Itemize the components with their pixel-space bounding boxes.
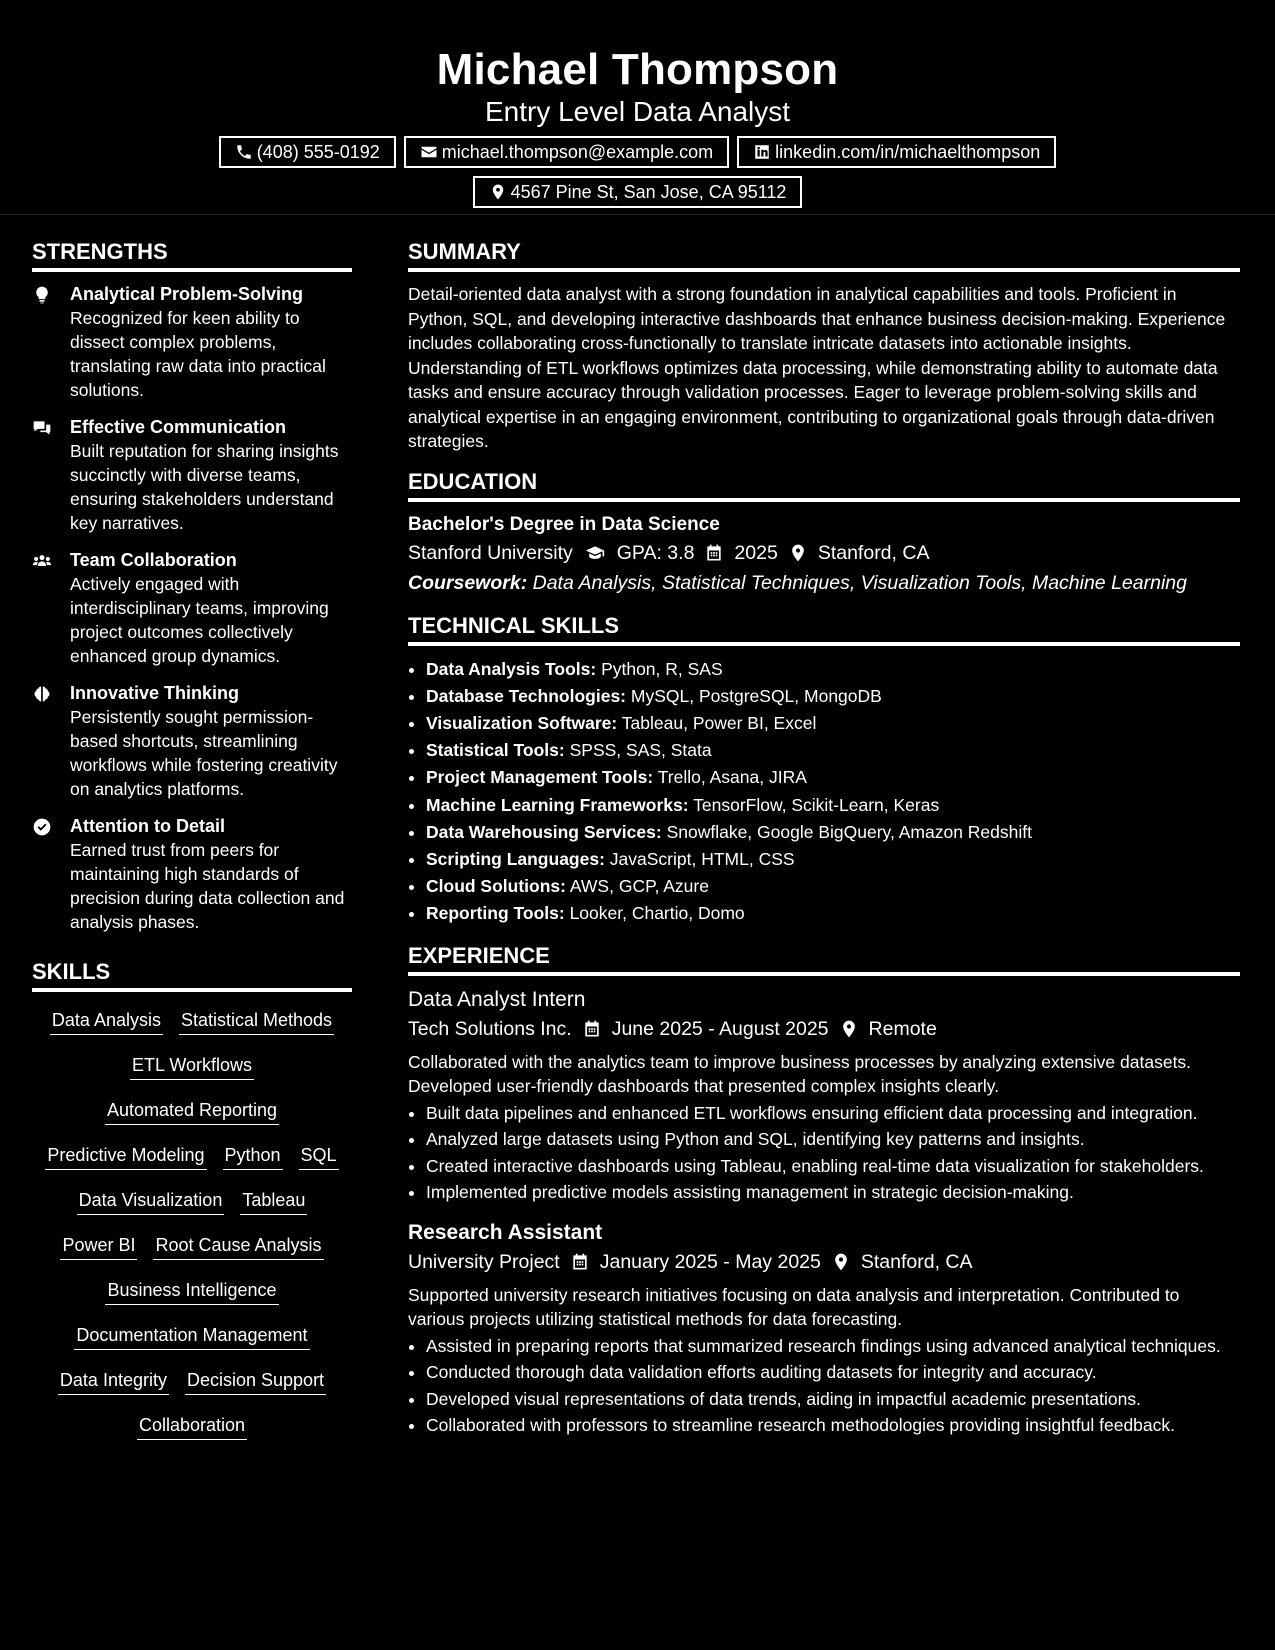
technical-skill-item: [426, 873, 1240, 900]
coursework-list: Data Analysis, Statistical Techniques, Visualization Tools, Machine Learning: [532, 571, 1187, 594]
left-column: [32, 238, 352, 1452]
strength-item: [32, 681, 352, 801]
envelope-icon: [420, 143, 438, 161]
address-text: 4567 Pine St, San Jose, CA 95112: [510, 182, 787, 202]
technical-skill-label: Reporting Tools:: [426, 903, 565, 924]
address-row: [0, 176, 1275, 208]
skill-row: [32, 1092, 352, 1137]
contact-row: [0, 136, 1275, 168]
technical-skill-value: MySQL, PostgreSQL, MongoDB: [630, 685, 882, 706]
job-location: Remote: [868, 1017, 937, 1040]
phone-text: (408) 555-0192: [256, 142, 380, 162]
education-location: Stanford, CA: [817, 541, 930, 564]
strength-body: [70, 814, 352, 934]
lightbulb-icon: [32, 285, 52, 305]
strength-item: [32, 282, 352, 402]
job-bullet: • Analyzed large datasets using Python and SQL, identifying key patterns and insights.: [426, 1127, 1240, 1152]
strength-icon-wrap: [32, 282, 70, 402]
strength-body: [70, 548, 352, 668]
skill-tag: Data Integrity: [58, 1368, 169, 1395]
coursework-label: Coursework:: [408, 571, 528, 594]
job-bullets: [408, 1334, 1240, 1438]
skill-tag: Documentation Management: [74, 1323, 309, 1350]
skill-tag: Automated Reporting: [105, 1098, 279, 1125]
comments-icon: [32, 418, 52, 438]
skills-heading: SKILLS: [32, 958, 352, 992]
strength-desc: Built reputation for sharing insights succinctly with diverse teams, ensuring stakeholders understand key narratives.: [70, 441, 339, 533]
strength-body: [70, 415, 352, 535]
candidate-title: Entry Level Data Analyst: [484, 96, 791, 127]
strength-body: [70, 282, 352, 402]
technical-skill-label: Project Management Tools:: [426, 767, 654, 788]
job-dates: January 2025 - May 2025: [599, 1250, 821, 1273]
technical-skill-label: Data Analysis Tools:: [426, 658, 597, 679]
users-icon: [32, 551, 52, 571]
technical-skill-item: [426, 846, 1240, 873]
map-pin-icon: [489, 183, 507, 201]
calendar-icon: [582, 1019, 602, 1039]
strength-icon-wrap: [32, 814, 70, 934]
strength-body: [70, 681, 352, 801]
coursework: [408, 568, 1240, 598]
email-chip[interactable]: [404, 136, 729, 168]
check-circle-icon: [32, 817, 52, 837]
skill-row: [32, 1227, 352, 1272]
strength-icon-wrap: [32, 415, 70, 535]
strength-title: Analytical Problem-Solving: [70, 284, 304, 304]
summary-heading: SUMMARY: [408, 238, 1240, 272]
technical-skill-item: [426, 900, 1240, 927]
education-meta: [408, 538, 1240, 568]
job-description: Collaborated with the analytics team to improve business processes by analyzing extensive datasets. Developed user-friendly dashboards that presented complex insights clearly.: [408, 1051, 1192, 1097]
job-meta: [408, 1247, 1240, 1277]
technical-skill-label: Scripting Languages:: [426, 848, 605, 869]
skill-tag: ETL Workflows: [130, 1053, 254, 1080]
strength-title: Team Collaboration: [70, 550, 237, 570]
technical-skill-label: Machine Learning Frameworks:: [426, 794, 689, 815]
summary-text: Detail-oriented data analyst with a strong foundation in analytical capabilities and tools. Proficient in Python, SQL, and developing interactive dashboards that enhance business decision-making. Experience includes collaborating cross-functionally to translate intricate datasets into actionable insights. Understanding of ETL workflows optimizes data processing, while demonstrating ability to automate data tasks and ensure accuracy through validation processes. Eager to leverage problem-solving skills and analytical expertise in an engaging environment, contributing to organizational goals through data-driven strategies.: [408, 284, 1226, 451]
job-location: Stanford, CA: [860, 1250, 973, 1273]
technical-skill-value: Snowflake, Google BigQuery, Amazon Redshift: [666, 821, 1032, 842]
strength-desc: Earned trust from peers for maintaining high standards of precision during data collection and analysis phases.: [70, 840, 345, 932]
technical-skill-value: Python, R, SAS: [601, 658, 723, 679]
technical-skill-value: Looker, Chartio, Domo: [569, 903, 745, 924]
calendar-icon: [570, 1252, 590, 1272]
technical-skill-label: Visualization Software:: [426, 712, 618, 733]
degree-title: Bachelor's Degree in Data Science: [408, 513, 720, 535]
skill-row: [32, 1182, 352, 1227]
technical-skill-value: Tableau, Power BI, Excel: [621, 712, 817, 733]
strength-title: Attention to Detail: [70, 816, 225, 836]
linkedin-chip[interactable]: [737, 136, 1056, 168]
technical-skill-label: Data Warehousing Services:: [426, 821, 662, 842]
strength-title: Innovative Thinking: [70, 683, 240, 703]
skill-tag: Predictive Modeling: [45, 1143, 206, 1170]
skill-row: [32, 1407, 352, 1452]
job-bullet: • Built data pipelines and enhanced ETL workflows ensuring efficient data processing and integration.: [426, 1101, 1240, 1126]
technical-skills-heading: TECHNICAL SKILLS: [408, 612, 1240, 646]
map-pin-icon: [831, 1252, 851, 1272]
strengths-list: [32, 282, 352, 934]
candidate-name: Michael Thompson: [436, 45, 839, 94]
skill-row: [32, 1272, 352, 1317]
skills-section: [32, 958, 352, 1452]
job-bullets: [408, 1101, 1240, 1205]
linkedin-icon: [753, 143, 771, 161]
skill-row: [32, 1137, 352, 1182]
technical-skill-item: [426, 656, 1240, 683]
skill-tag: Data Analysis: [50, 1008, 163, 1035]
strength-icon-wrap: [32, 681, 70, 801]
technical-skill-value: JavaScript, HTML, CSS: [609, 848, 795, 869]
skill-row: [32, 1002, 352, 1047]
technical-skill-label: Database Technologies:: [426, 685, 627, 706]
strengths-heading: STRENGTHS: [32, 238, 352, 272]
skill-tag: Decision Support: [185, 1368, 326, 1395]
skill-tag: Collaboration: [137, 1413, 247, 1440]
address-chip: [473, 176, 803, 208]
skills-list: [32, 1002, 352, 1452]
skill-tag: Statistical Methods: [179, 1008, 334, 1035]
gpa-text: GPA: 3.8: [616, 541, 695, 564]
strength-item: [32, 415, 352, 535]
job-bullet: • Conducted thorough data validation efforts auditing datasets for integrity and accuracy.: [426, 1360, 1240, 1385]
experience-list: [408, 986, 1240, 1438]
linkedin-text: linkedin.com/in/michaelthompson: [775, 142, 1041, 162]
experience-heading: EXPERIENCE: [408, 942, 1240, 976]
skill-tag: Business Intelligence: [105, 1278, 278, 1305]
technical-skill-label: Statistical Tools:: [426, 740, 565, 761]
email-text: michael.thompson@example.com: [441, 142, 714, 162]
brain-icon: [32, 684, 52, 704]
technical-skill-item: [426, 737, 1240, 764]
technical-skills-list: [408, 656, 1240, 928]
technical-skill-item: [426, 792, 1240, 819]
technical-skill-value: Trello, Asana, JIRA: [657, 767, 807, 788]
technical-skill-value: AWS, GCP, Azure: [569, 876, 709, 897]
job-dates: June 2025 - August 2025: [611, 1017, 829, 1040]
skill-tag: Data Visualization: [77, 1188, 225, 1215]
technical-skill-value: TensorFlow, Scikit-Learn, Keras: [693, 794, 940, 815]
strength-desc: Recognized for keen ability to dissect complex problems, translating raw data into practical solutions.: [70, 308, 326, 400]
map-pin-icon: [839, 1019, 859, 1039]
job-description: Supported university research initiatives focusing on data analysis and interpretation. Contributed to various projects utilizing statistical methods for data forecasting.: [408, 1284, 1180, 1330]
strength-icon-wrap: [32, 548, 70, 668]
education-heading: EDUCATION: [408, 468, 1240, 502]
strength-desc: Actively engaged with interdisciplinary teams, improving project outcomes collectively enhanced group dynamics.: [70, 574, 329, 666]
technical-skill-value: SPSS, SAS, Stata: [569, 740, 712, 761]
calendar-icon: [704, 543, 724, 563]
technical-skill-label: Cloud Solutions:: [426, 876, 566, 897]
job-company: University Project: [408, 1250, 560, 1273]
graduation-cap-icon: [583, 543, 607, 563]
school-name: Stanford University: [408, 541, 573, 564]
technical-skill-item: [426, 819, 1240, 846]
strength-item: [32, 548, 352, 668]
technical-skill-item: [426, 683, 1240, 710]
phone-chip: [219, 136, 396, 168]
job-title: Research Assistant: [408, 1220, 603, 1244]
technical-skill-item: [426, 710, 1240, 737]
job-entry: [408, 986, 1240, 1205]
skill-row: [32, 1047, 352, 1092]
skill-tag: Root Cause Analysis: [153, 1233, 323, 1260]
job-meta: [408, 1014, 1240, 1044]
job-bullet: • Developed visual representations of data trends, aiding in impactful academic presentations.: [426, 1387, 1240, 1412]
skill-row: [32, 1317, 352, 1362]
job-company: Tech Solutions Inc.: [408, 1017, 572, 1040]
skill-tag: Tableau: [240, 1188, 307, 1215]
skill-tag: Python: [223, 1143, 283, 1170]
strength-title: Effective Communication: [70, 417, 287, 437]
technical-skill-item: [426, 764, 1240, 791]
job-bullet: • Implemented predictive models assisting management in strategic decision-making.: [426, 1180, 1240, 1205]
skill-tag: Power BI: [60, 1233, 137, 1260]
job-entry: [408, 1219, 1240, 1438]
skill-row: [32, 1362, 352, 1407]
job-bullet: • Assisted in preparing reports that summarized research findings using advanced analytical techniques.: [426, 1334, 1240, 1359]
job-title: Data Analyst Intern: [408, 987, 586, 1011]
graduation-year: 2025: [734, 541, 778, 564]
job-bullet: • Collaborated with professors to streamline research methodologies providing insightful feedback.: [426, 1413, 1240, 1438]
phone-icon: [235, 143, 253, 161]
skill-tag: SQL: [299, 1143, 339, 1170]
map-pin-icon: [788, 543, 808, 563]
strength-item: [32, 814, 352, 934]
job-bullet: • Created interactive dashboards using Tableau, enabling real-time data visualization for stakeholders.: [426, 1154, 1240, 1179]
strength-desc: Persistently sought permission-based shortcuts, streamlining workflows while fostering creativity on analytics platforms.: [70, 707, 338, 799]
right-column: [408, 238, 1240, 1452]
resume-header: [0, 0, 1275, 215]
